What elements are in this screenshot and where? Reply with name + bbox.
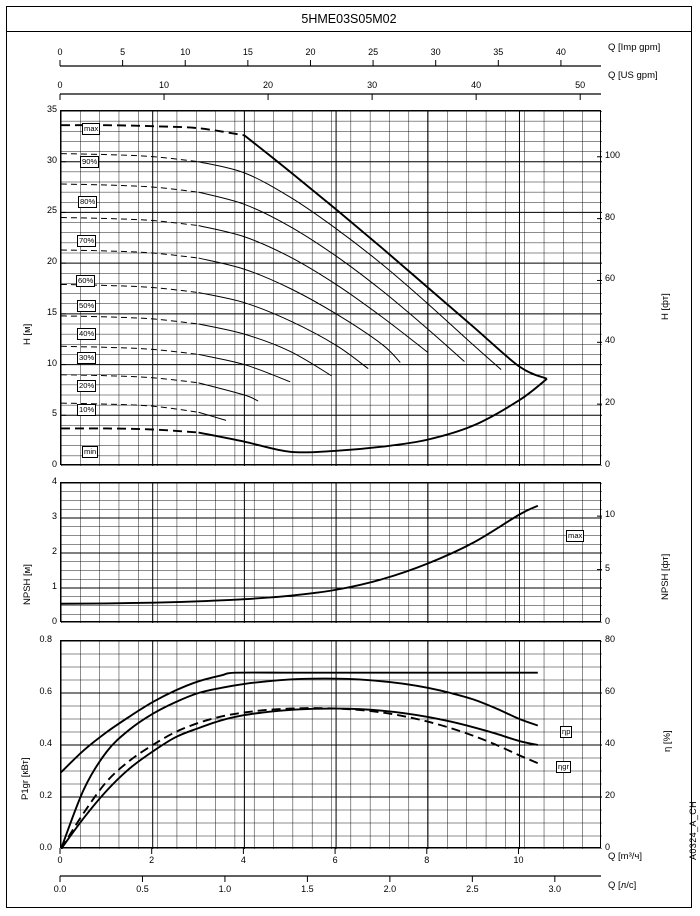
axis-tick-label: 35 <box>46 104 57 114</box>
curve-label: ηp <box>562 727 571 736</box>
axis-title: Q [Imp gpm] <box>608 42 661 53</box>
axis-tick-label: 0 <box>605 842 611 852</box>
axis-tick-label: 0 <box>51 459 57 469</box>
axis-tick-label: 25 <box>368 47 379 57</box>
axis-tick-label: 0 <box>605 459 611 469</box>
axis-tick-label: 20 <box>263 80 274 90</box>
axis-tick-label: 2.0 <box>383 884 397 894</box>
axis-tick-label: 5 <box>51 408 57 419</box>
curve-label: 10% <box>79 405 95 414</box>
power-efficiency-chart <box>60 640 601 848</box>
axis-title: Q [л/c] <box>608 880 637 891</box>
axis-tick-label: 50 <box>575 80 586 90</box>
axis-tick-label: 60 <box>605 686 616 696</box>
axis-title: NPSH [фт] <box>660 553 671 600</box>
axis-tick-label: 10 <box>513 855 524 865</box>
axis-tick-label: 0.5 <box>136 884 149 894</box>
curve-label: 80% <box>80 197 96 206</box>
curve-label: 30% <box>79 353 95 362</box>
axis-tick-label: 1 <box>51 581 57 591</box>
axis-tick-label: 0 <box>51 616 57 626</box>
curve-label: 70% <box>79 236 95 245</box>
axis-tick-label: 8 <box>424 855 430 865</box>
curve-label: max <box>84 124 99 133</box>
axis-tick-label: 0 <box>57 80 63 90</box>
curve-label: 20% <box>79 381 95 390</box>
curve-label: 40% <box>79 329 95 338</box>
axis-title: P1gr [кВт] <box>20 757 31 800</box>
axis-tick-label: 2 <box>149 855 155 865</box>
curve-label: min <box>84 447 97 456</box>
head-chart <box>60 110 601 465</box>
axis-tick-label: 40 <box>555 47 566 57</box>
axis-tick-label: 25 <box>46 205 57 216</box>
curve-label: 50% <box>79 301 95 310</box>
curve-label: max <box>568 531 583 540</box>
axis-tick-label: 0.6 <box>39 686 52 696</box>
axis-title: NPSH [м] <box>22 564 33 605</box>
drawing-code: A0324_A_CH <box>688 800 698 860</box>
axis-tick-label: 20 <box>46 256 57 267</box>
axis-tick-label: 60 <box>605 273 616 284</box>
axis-tick-label: 6 <box>332 855 338 865</box>
axis-tick-label: 15 <box>242 47 253 57</box>
axis-tick-label: 2.5 <box>466 884 479 894</box>
axis-tick-label: 20 <box>305 47 316 57</box>
axis-tick-label: 20 <box>605 397 616 408</box>
npsh-chart <box>60 482 601 622</box>
axis-tick-label: 1.5 <box>301 884 314 894</box>
axis-tick-label: 0 <box>57 855 63 865</box>
axis-tick-label: 0.8 <box>39 634 52 644</box>
axis-tick-label: 3.0 <box>548 884 562 894</box>
axis-tick-label: 40 <box>605 738 616 748</box>
axis-tick-label: 80 <box>605 211 616 222</box>
axis-tick-label: 40 <box>605 335 616 346</box>
axis-tick-label: 0 <box>57 47 63 57</box>
axis-tick-label: 5 <box>605 562 611 573</box>
page-title: 5HME03S05M02 <box>6 6 692 32</box>
axis-tick-label: 0.2 <box>39 790 52 800</box>
axis-tick-label: 10 <box>605 509 616 520</box>
axis-tick-label: 15 <box>46 306 57 317</box>
axis-tick-label: 35 <box>493 47 504 57</box>
axis-tick-label: 1.0 <box>218 884 232 894</box>
axis-tick-label: 0.0 <box>39 842 52 852</box>
axis-tick-label: 10 <box>159 80 170 90</box>
axis-tick-label: 0.4 <box>39 738 52 748</box>
axis-tick-label: 80 <box>605 634 616 644</box>
axis-tick-label: 40 <box>471 80 482 90</box>
axis-tick-label: 30 <box>46 154 57 165</box>
axis-tick-label: 20 <box>605 790 616 800</box>
axis-title: Q [US gpm] <box>608 70 658 81</box>
axis-tick-label: 2 <box>51 546 57 556</box>
axis-tick-label: 100 <box>605 149 621 160</box>
axis-tick-label: 4 <box>240 855 246 865</box>
axis-tick-label: 30 <box>367 80 378 90</box>
curve-label: 90% <box>82 157 98 166</box>
axis-tick-label: 4 <box>51 476 57 486</box>
axis-title: H [м] <box>22 323 33 345</box>
axis-tick-label: 10 <box>180 47 191 57</box>
axis-title: H [фт] <box>660 293 671 320</box>
axis-title: η [%] <box>662 730 673 752</box>
curve-label: 60% <box>78 276 94 285</box>
axis-tick-label: 10 <box>46 357 57 368</box>
axis-tick-label: 3 <box>51 511 57 521</box>
axis-tick-label: 30 <box>430 47 441 57</box>
axis-tick-label: 5 <box>120 47 126 57</box>
axis-title: Q [m³/ч] <box>608 851 642 862</box>
curve-label: ηgr <box>558 762 569 771</box>
axis-tick-label: 0 <box>605 616 611 626</box>
axis-tick-label: 0.0 <box>53 884 67 894</box>
